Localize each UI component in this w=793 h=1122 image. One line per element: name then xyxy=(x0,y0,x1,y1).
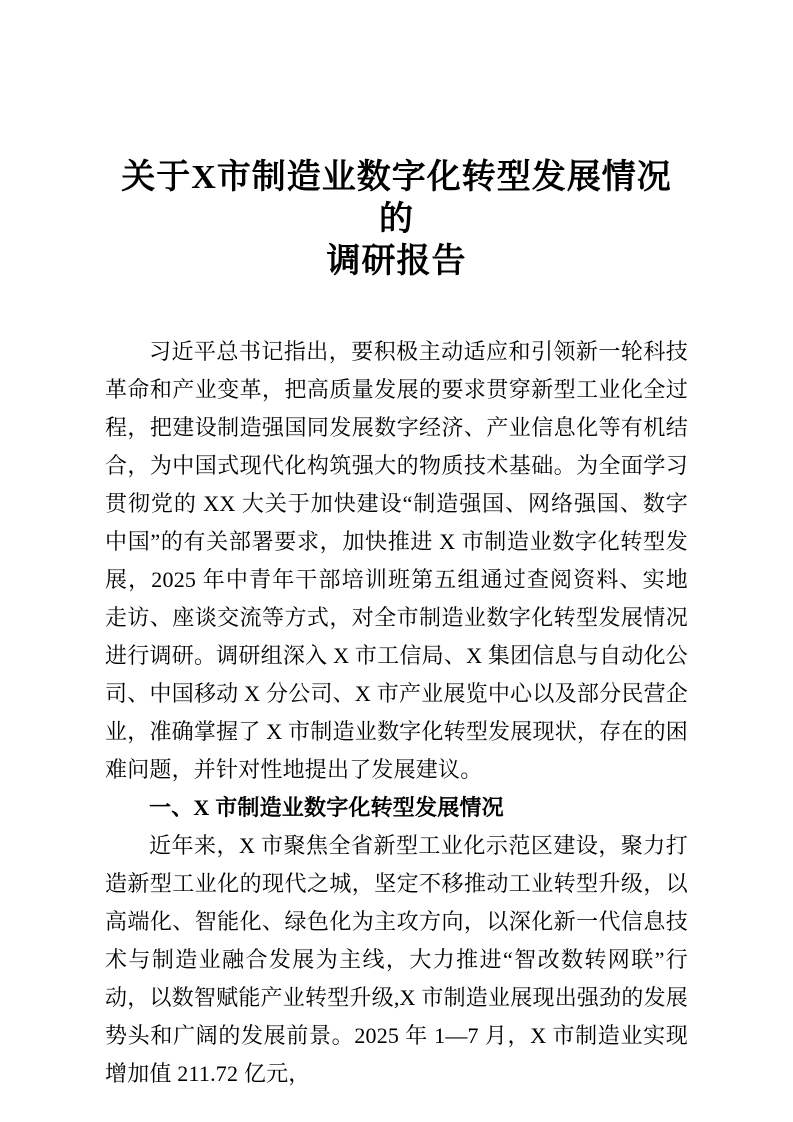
document-title xyxy=(105,157,688,283)
document-title-line-2: 调研报告 xyxy=(326,243,467,280)
section-1-paragraph: 近年来，X 市聚焦全省新型工业化示范区建设，聚力打造新型工业化的现代之城，坚定不移推动工业转型升级，以高端化、智能化、绿色化为主攻方向，以深化新一代信息技术与制造业融合发展为主线，大力推进“智改数转网联”行动，以数智赋能产业转型升级,X 市制造业展现出强劲的发展势头和广阔的发展前景。2025 年 1—7 月，X 市制造业实现增加值 211.72 亿元， xyxy=(105,833,688,1086)
document-title-line-1: 关于X市制造业数字化转型发展情况的 xyxy=(121,159,672,238)
intro-paragraph: 习近平总书记指出，要积极主动适应和引领新一轮科技革命和产业变革，把高质量发展的要求贯穿新型工业化全过程，把建设制造强国同发展数字经济、产业信息化等有机结合，为中国式现代化构筑强大的物质技术基础。为全面学习贯彻党的 XX 大关于加快建设“制造强国、网络强国、数字中国”的有关部署要求，加快推进 X 市制造业数字化转型发展，2025 年中青年干部培训班第五组通过查阅资料、实地走访、座谈交流等方式，对全市制造业数字化转型发展情况进行调研。调研组深入 X 市工信局、X 集团信息与自动化公司、中国移动 X 分公司、X 市产业展览中心以及部分民营企业，准确掌握了 X 市制造业数字化转型发展现状，存在的困难问题，并针对性地提出了发展建议。 xyxy=(105,339,688,782)
section-1-heading: 一、X 市制造业数字化转型发展情况 xyxy=(149,795,504,820)
